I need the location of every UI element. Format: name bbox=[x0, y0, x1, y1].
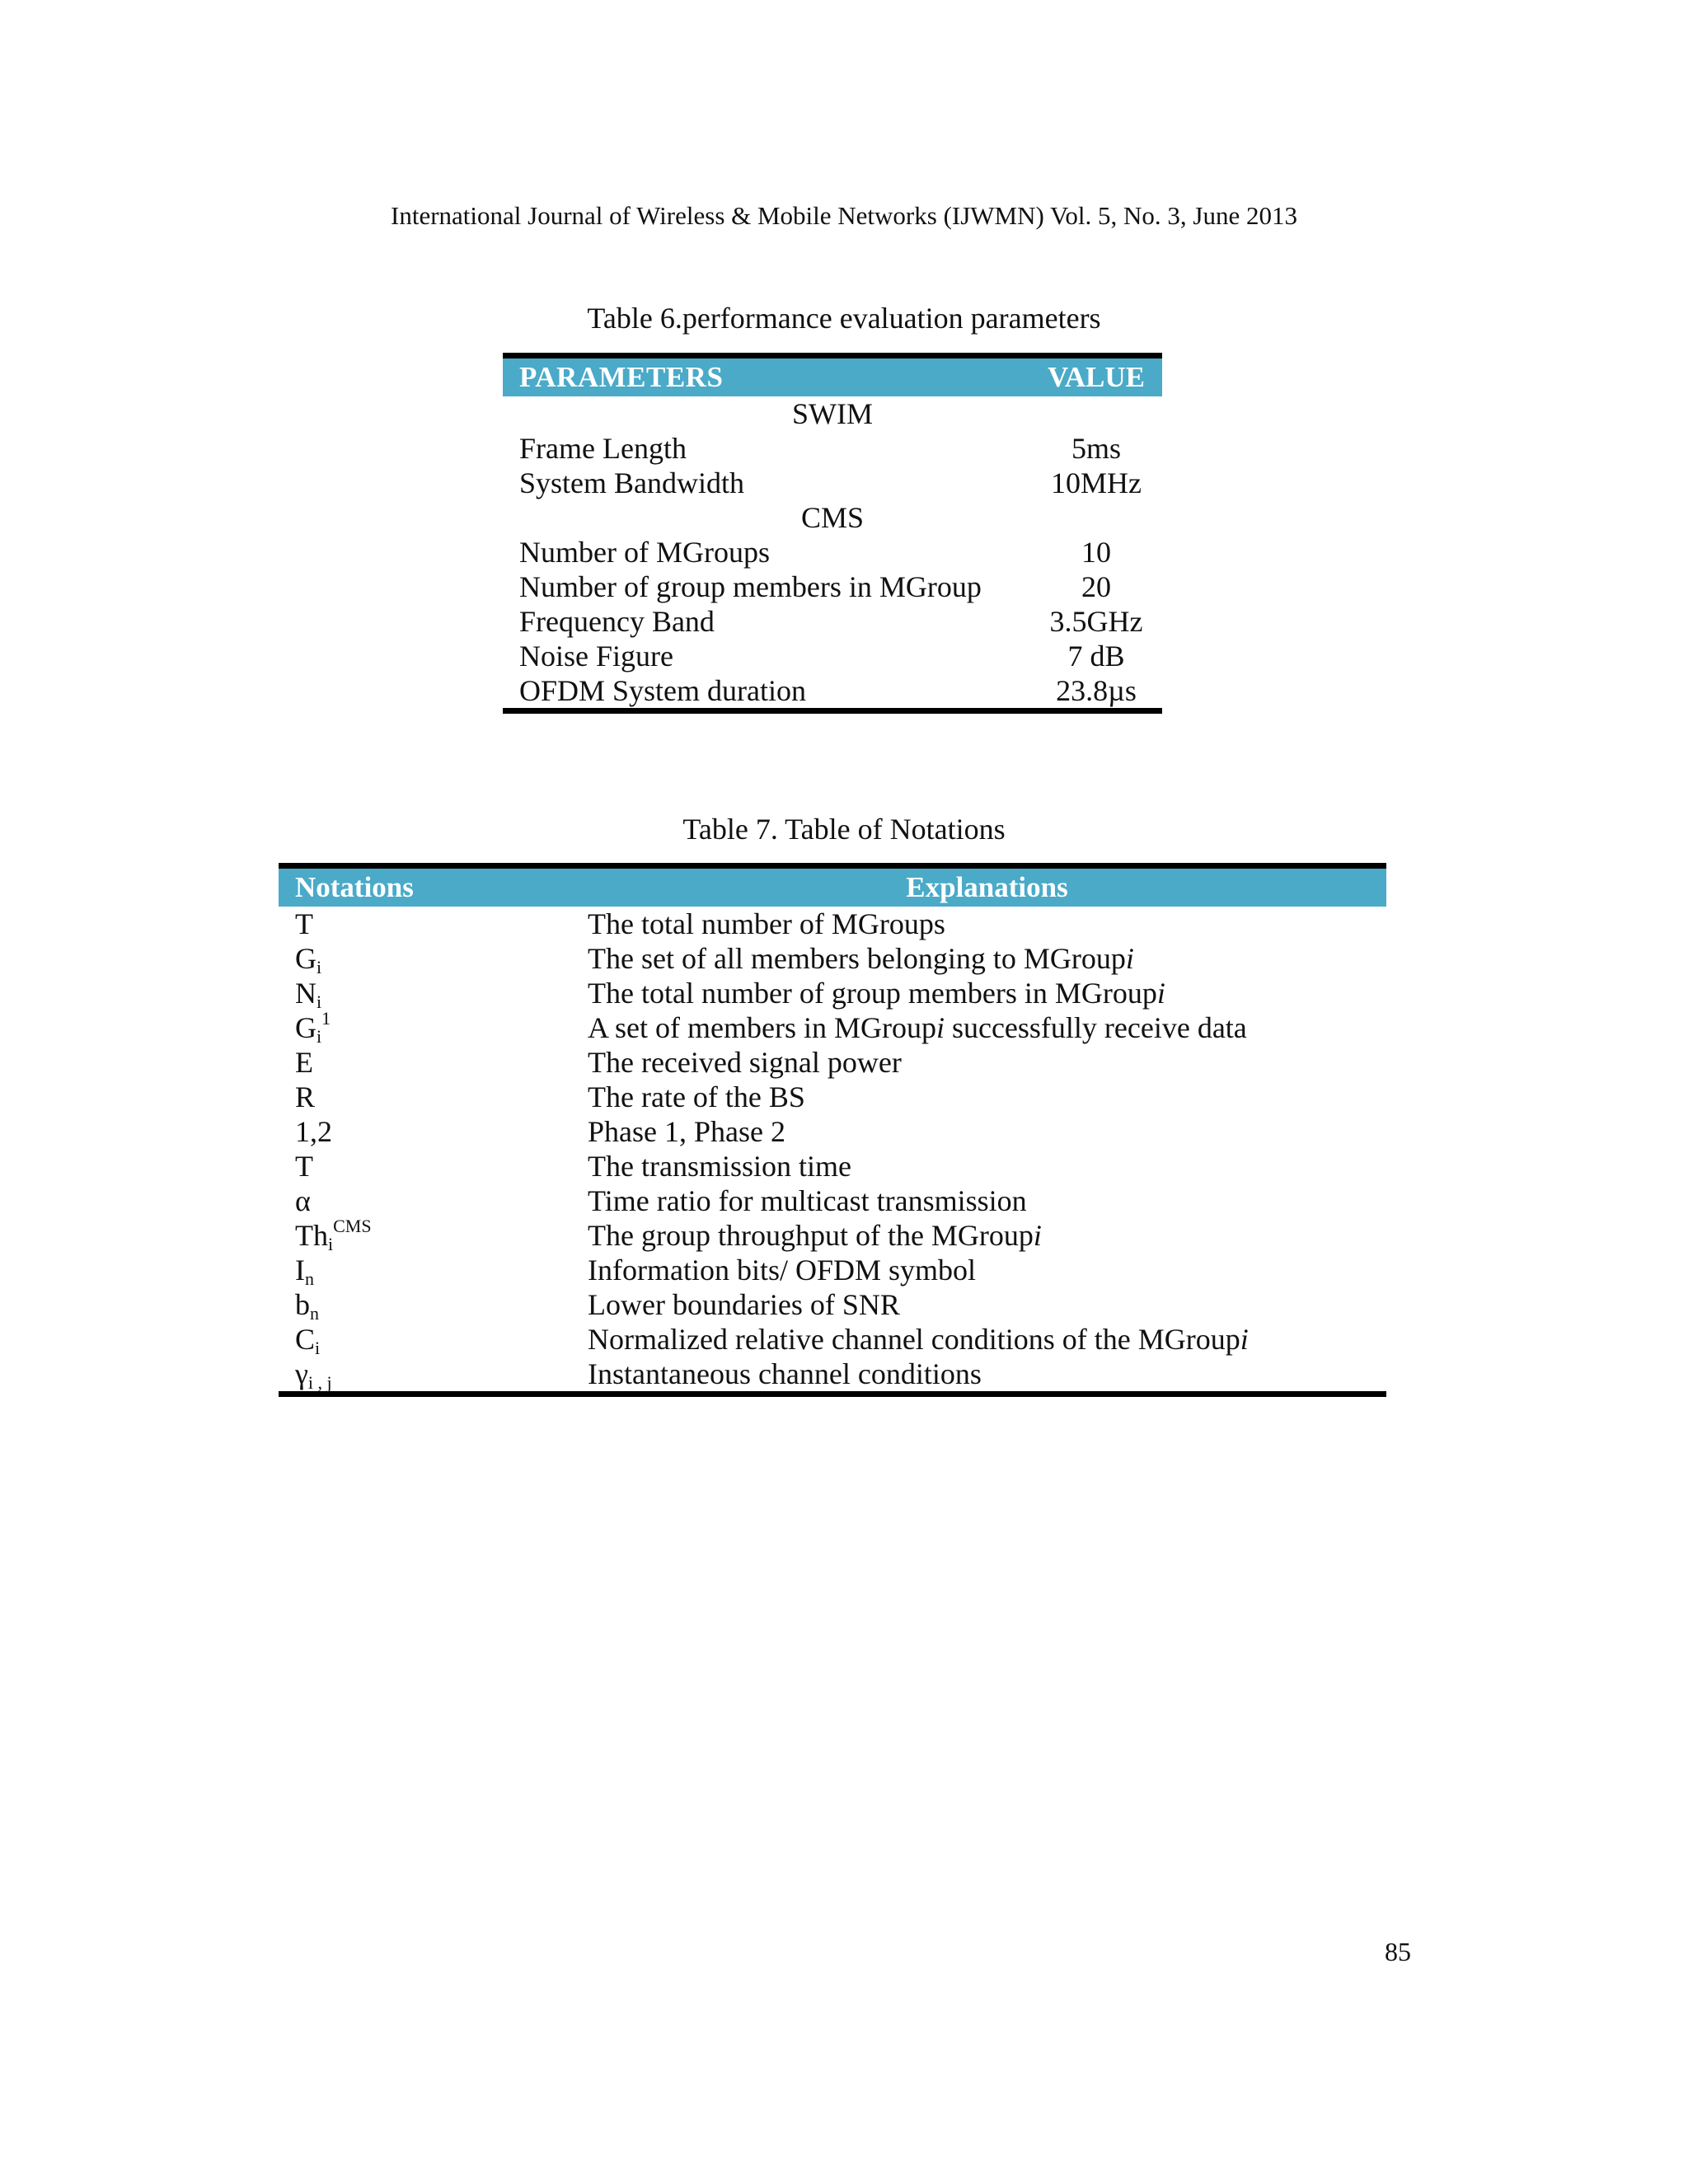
notation-explanation bbox=[588, 976, 1165, 1010]
table7-row bbox=[279, 907, 1386, 941]
explanation-tail: successfully receive data bbox=[944, 1011, 1247, 1044]
notation-subscript: i bbox=[316, 1026, 322, 1047]
notation-subscript: n bbox=[305, 1268, 314, 1289]
notation-superscript: CMS bbox=[333, 1216, 372, 1236]
explanation-text: Phase 1, Phase 2 bbox=[588, 1115, 785, 1148]
notation-symbol bbox=[295, 1183, 311, 1218]
table6-row bbox=[503, 673, 1162, 708]
explanation-text: The received signal power bbox=[588, 1046, 902, 1079]
notation-explanation bbox=[588, 1218, 1042, 1253]
table6-row bbox=[503, 466, 1162, 500]
explanation-text: The transmission time bbox=[588, 1150, 851, 1183]
notation-explanation bbox=[588, 907, 945, 941]
notation-subscript: n bbox=[310, 1303, 319, 1324]
table7-row bbox=[279, 1080, 1386, 1114]
explanation-text: The total number of group members in MGroup bbox=[588, 977, 1157, 1010]
table7-top-rule bbox=[279, 863, 1386, 869]
table7-row bbox=[279, 1357, 1386, 1391]
notation-subscript: i bbox=[316, 991, 322, 1012]
param-name: Frame Length bbox=[519, 432, 687, 465]
explanation-variable: i bbox=[935, 1011, 945, 1044]
table6-row bbox=[503, 431, 1162, 466]
table7-body bbox=[279, 907, 1386, 1391]
explanation-text: The total number of MGroups bbox=[588, 907, 945, 940]
notation-symbol bbox=[295, 976, 321, 1010]
notation-explanation bbox=[588, 1253, 976, 1287]
notation-symbol bbox=[295, 1253, 314, 1287]
explanation-text: The group throughput of the MGroup bbox=[588, 1219, 1034, 1252]
explanation-text: The set of all members belonging to MGroup bbox=[588, 942, 1126, 975]
parameters-table bbox=[503, 353, 1162, 714]
table7-row bbox=[279, 1287, 1386, 1322]
notation-symbol bbox=[295, 1114, 332, 1149]
table7-row bbox=[279, 941, 1386, 976]
param-name: System Bandwidth bbox=[519, 466, 745, 499]
param-name: OFDM System duration bbox=[519, 674, 807, 707]
notation-subscript: i bbox=[316, 957, 322, 977]
notation-explanation bbox=[588, 1010, 1247, 1045]
explanation-variable: i bbox=[1156, 977, 1165, 1010]
explanation-text: A set of members in MGroup bbox=[588, 1011, 936, 1044]
table6-bottom-rule bbox=[503, 708, 1162, 714]
notation-superscript: 1 bbox=[321, 1008, 331, 1029]
notation-symbol bbox=[295, 1149, 313, 1183]
explanation-variable: i bbox=[1125, 942, 1134, 975]
table6-header-parameters: PARAMETERS bbox=[519, 361, 724, 393]
param-value: 7 dB bbox=[1067, 640, 1125, 673]
explanation-text: The rate of the BS bbox=[588, 1080, 805, 1113]
notation-explanation bbox=[588, 1183, 1027, 1218]
table7-row bbox=[279, 1149, 1386, 1183]
notation-base: N bbox=[295, 977, 316, 1010]
param-name: Noise Figure bbox=[519, 640, 673, 673]
table6-caption: Table 6.performance evaluation parameters bbox=[587, 302, 1101, 335]
table6-row bbox=[503, 604, 1162, 639]
notation-base: α bbox=[295, 1184, 311, 1217]
table7-row bbox=[279, 1183, 1386, 1218]
notation-explanation bbox=[588, 1080, 805, 1114]
table6-row bbox=[503, 535, 1162, 569]
table6-header-value: VALUE bbox=[1047, 361, 1145, 393]
notation-explanation bbox=[588, 1149, 851, 1183]
notation-base: G bbox=[295, 942, 316, 975]
notation-base: T bbox=[295, 907, 313, 940]
table7-row bbox=[279, 1322, 1386, 1357]
notation-base: γ bbox=[295, 1357, 308, 1390]
param-value: 23.8µs bbox=[1056, 674, 1137, 707]
param-value: 3.5GHz bbox=[1049, 605, 1143, 638]
notation-symbol bbox=[295, 1010, 331, 1045]
notation-explanation bbox=[588, 941, 1134, 976]
table7-row bbox=[279, 1253, 1386, 1287]
explanation-text: Information bits/ OFDM symbol bbox=[588, 1254, 977, 1286]
notation-base: R bbox=[295, 1080, 316, 1113]
notation-subscript: i bbox=[328, 1234, 334, 1254]
notation-base: I bbox=[295, 1254, 305, 1286]
table6-top-rule bbox=[503, 353, 1162, 359]
notation-explanation bbox=[588, 1045, 902, 1080]
notation-subscript: i , j bbox=[307, 1372, 332, 1393]
param-value: 10MHz bbox=[1051, 466, 1142, 499]
table7-row bbox=[279, 1114, 1386, 1149]
param-value: 10 bbox=[1081, 536, 1111, 569]
notation-base: G bbox=[295, 1011, 316, 1044]
notation-symbol bbox=[295, 1357, 332, 1391]
notation-symbol bbox=[295, 907, 313, 941]
notation-base: E bbox=[295, 1046, 313, 1079]
table7-header bbox=[279, 869, 1386, 907]
notation-explanation bbox=[588, 1287, 900, 1322]
notation-base: Th bbox=[295, 1219, 328, 1252]
table6-section-swim: SWIM bbox=[792, 397, 873, 430]
table7-row bbox=[279, 1218, 1386, 1253]
table7-caption: Table 7. Table of Notations bbox=[682, 813, 1006, 846]
notation-explanation bbox=[588, 1357, 982, 1391]
table7-header-explanations: Explanations bbox=[906, 871, 1068, 903]
notation-symbol bbox=[295, 1322, 320, 1357]
table6-row bbox=[503, 639, 1162, 673]
explanation-variable: i bbox=[1033, 1219, 1042, 1252]
table7-row bbox=[279, 1010, 1386, 1045]
table7-row bbox=[279, 1045, 1386, 1080]
notation-symbol bbox=[295, 941, 321, 976]
notation-subscript: i bbox=[315, 1338, 321, 1358]
table7-header-notations: Notations bbox=[295, 871, 414, 903]
notation-base: C bbox=[295, 1323, 316, 1356]
notation-symbol bbox=[295, 1080, 315, 1114]
table7-bottom-rule bbox=[279, 1391, 1386, 1397]
table6-row bbox=[503, 569, 1162, 604]
notations-table bbox=[279, 863, 1386, 1397]
page-number: 85 bbox=[1385, 1937, 1411, 1966]
table7-row bbox=[279, 976, 1386, 1010]
explanation-text: Normalized relative channel conditions of the MGroup bbox=[588, 1323, 1240, 1356]
notation-explanation bbox=[588, 1114, 785, 1149]
notation-symbol bbox=[295, 1045, 313, 1080]
running-head: International Journal of Wireless & Mobile Networks (IJWMN) Vol. 5, No. 3, June 2013 bbox=[391, 201, 1297, 230]
param-name: Number of group members in MGroup bbox=[519, 570, 982, 603]
notation-base: 1,2 bbox=[295, 1115, 332, 1148]
param-name: Number of MGroups bbox=[519, 536, 770, 569]
notation-explanation bbox=[588, 1322, 1249, 1357]
notation-base: T bbox=[295, 1150, 313, 1183]
notation-symbol bbox=[295, 1218, 372, 1253]
param-value: 20 bbox=[1081, 570, 1111, 603]
param-name: Frequency Band bbox=[519, 605, 715, 638]
explanation-text: Lower boundaries of SNR bbox=[588, 1288, 900, 1321]
table6-section-cms: CMS bbox=[800, 501, 865, 534]
explanation-text: Instantaneous channel conditions bbox=[588, 1357, 982, 1390]
param-value: 5ms bbox=[1071, 432, 1121, 465]
explanation-variable: i bbox=[1240, 1323, 1249, 1356]
notation-symbol bbox=[295, 1287, 319, 1322]
notation-base: b bbox=[295, 1288, 310, 1321]
table6-header bbox=[503, 359, 1162, 396]
explanation-text: Time ratio for multicast transmission bbox=[588, 1184, 1027, 1217]
